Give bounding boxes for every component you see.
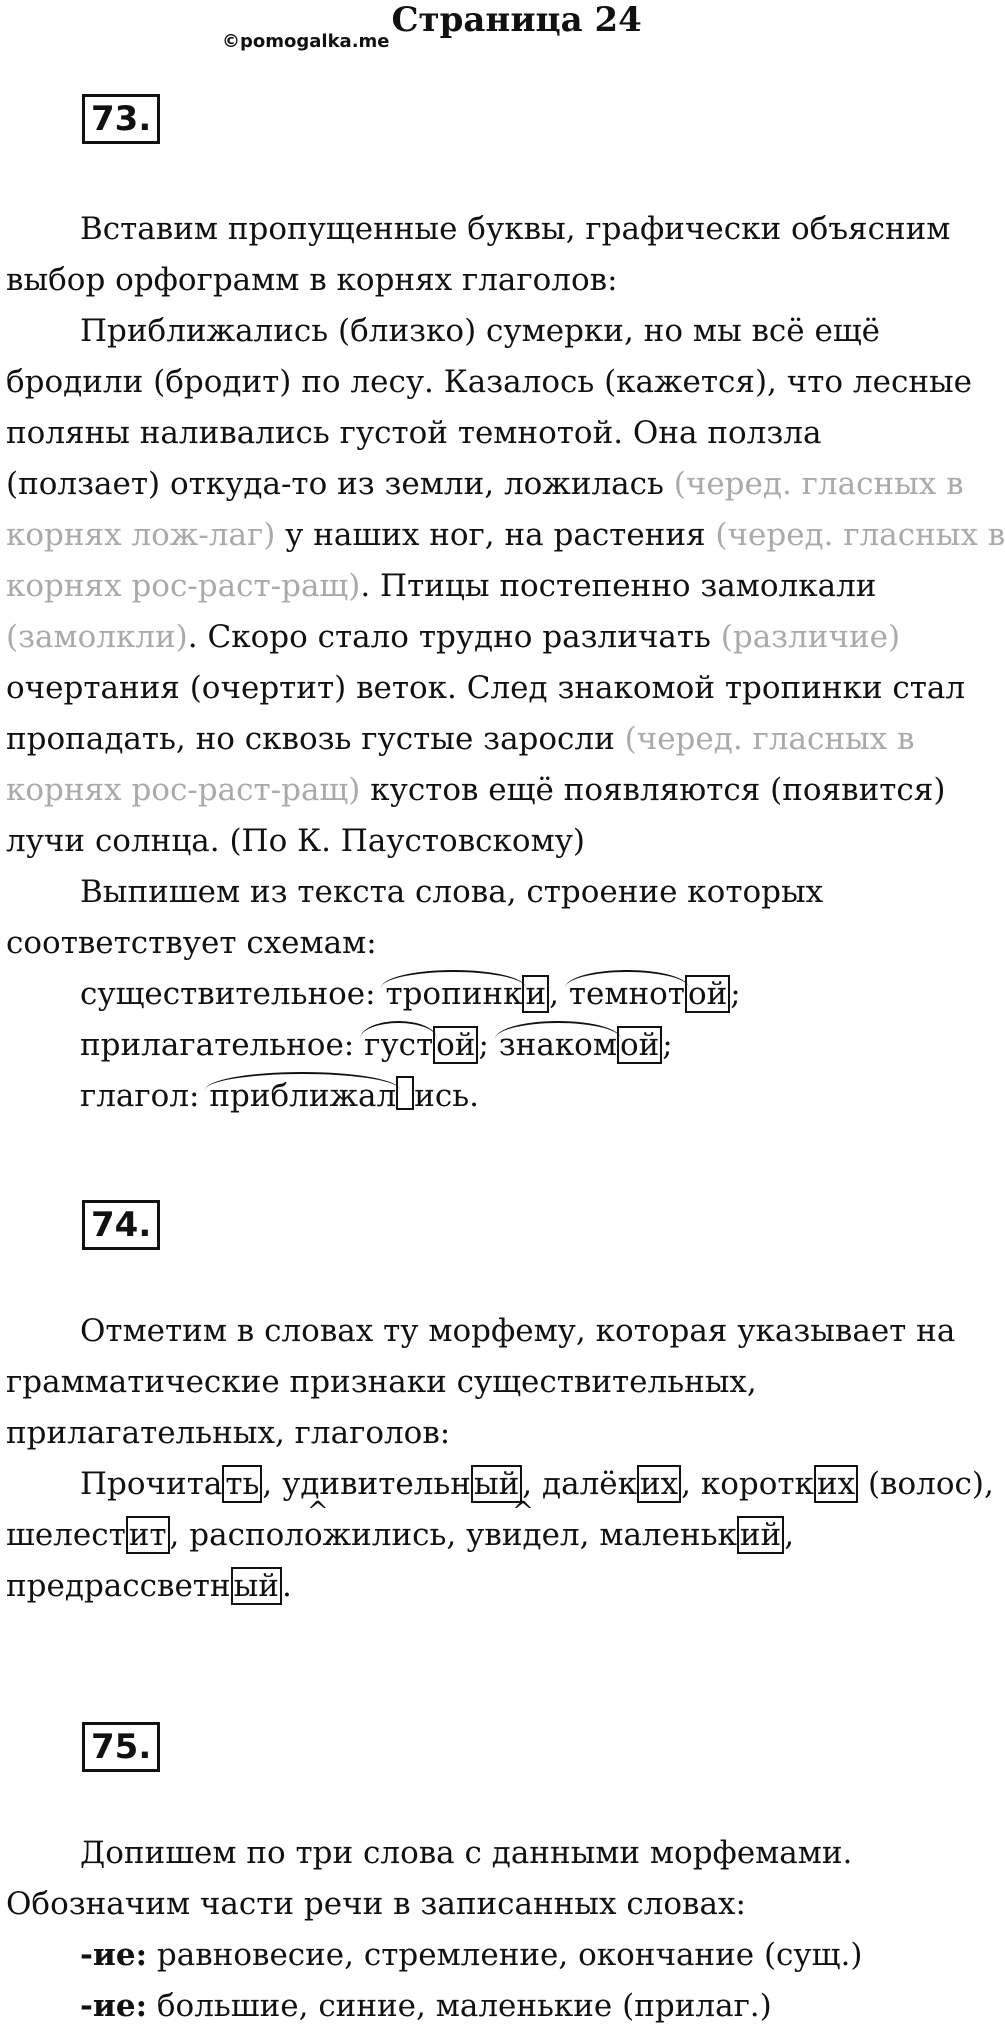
word-part: коротк <box>700 1466 814 1502</box>
ending-box: ой <box>685 975 730 1013</box>
text-span: пропадать, но сквозь густые заросли <box>6 721 625 757</box>
ending-box: ой <box>617 1026 662 1064</box>
text-line <box>6 510 1005 561</box>
text-span: . Скоро стало трудно различать <box>187 619 721 655</box>
word-part: удивительн <box>282 1466 471 1502</box>
morpheme-label: -ие: <box>80 1988 148 2024</box>
exercise-74-text <box>6 1306 994 1612</box>
text-line: соответствует схемам: <box>6 925 377 961</box>
word-stem: приближал <box>209 1078 397 1114</box>
text-line: Отметим в словах ту морфему, которая указывает на <box>80 1313 956 1349</box>
ending-box: и <box>522 975 549 1013</box>
ending-box: их <box>637 1465 681 1503</box>
text-line: бродили (бродит) по лесу. Казалось (кажется), что лесные <box>6 364 973 400</box>
text-line: Допишем по три слова с данными морфемами. <box>80 1835 853 1871</box>
exercise-number-74: 74. <box>82 1200 160 1250</box>
noun-scheme-line: существительное: тропинки, темнотой; <box>80 976 741 1012</box>
text-span: . Птицы постепенно замолкали <box>360 568 877 604</box>
text-span: кустов ещё появляются (появится) <box>360 772 946 808</box>
grey-note: (черед. гласных в <box>673 466 964 502</box>
text-line: предрассветный. <box>6 1568 292 1604</box>
grey-note: (замолкли) <box>6 619 188 655</box>
word-stem: густ <box>364 1027 434 1063</box>
text-line: выбор орфограмм в корнях глаголов: <box>6 262 618 298</box>
exercise-75-text <box>6 1828 956 2032</box>
scheme-label: прилагательное: <box>80 1027 365 1063</box>
site-watermark: ©pomogalka.me <box>222 31 390 52</box>
word-with-suffix-mark: ^ увидел <box>466 1517 579 1553</box>
text-line: лучи солнца. (По К. Паустовскому) <box>6 823 586 859</box>
ending-box: ий <box>737 1516 784 1554</box>
word-part: (волос), <box>858 1466 994 1502</box>
exercise-number-75: 75. <box>82 1722 160 1772</box>
morpheme-line <box>6 1981 956 2032</box>
word-stem: темнот <box>568 976 685 1012</box>
scheme-label: глагол: <box>80 1078 210 1114</box>
grey-note: корнях рос-раст-ращ) <box>6 772 361 808</box>
text-line: шелестит, ^ расположились, ^ увидел, маленький, <box>6 1510 956 1561</box>
ending-box: ть <box>222 1465 262 1503</box>
word-part: Прочита <box>80 1466 223 1502</box>
word-stem: тропинк <box>385 976 523 1012</box>
morpheme-examples: большие, синие, маленькие (прилаг.) <box>147 1988 772 2024</box>
grey-note: (различие) <box>720 619 901 655</box>
grey-note: корнях рос-раст-ращ) <box>6 568 361 604</box>
morpheme-examples: равновесие, стремление, окончание (сущ.) <box>147 1937 863 1973</box>
text-line <box>6 561 956 612</box>
grey-note: (черед. гласных в <box>624 721 915 757</box>
text-line: прилагательных, глаголов: <box>6 1415 451 1451</box>
word-stem: знаком <box>498 1027 617 1063</box>
text-line: Выпишем из текста слова, строение которых <box>80 874 824 910</box>
text-span: (ползает) откуда-то из земли, ложилась <box>6 466 674 502</box>
morpheme-line <box>6 1930 956 1981</box>
word-part: шелест <box>6 1517 126 1553</box>
text-line: Обозначим части речи в записанных словах: <box>6 1886 746 1922</box>
verb-scheme-line <box>6 1071 956 1122</box>
ending-box: их <box>814 1465 858 1503</box>
text-line <box>6 459 964 510</box>
page-title: Страница 24 <box>391 0 642 40</box>
text-line <box>6 612 956 663</box>
text-line: грамматические признаки существительных, <box>6 1364 757 1400</box>
text-line: Прочитать, удивительный, далёких, коротких (волос), <box>80 1466 994 1502</box>
word-part: маленьк <box>599 1517 737 1553</box>
text-line: поляны наливались густой темнотой. Она ползла <box>6 415 822 451</box>
scheme-label: существительное: <box>80 976 386 1012</box>
ending-box: ый <box>231 1567 282 1605</box>
exercise-73-text <box>6 204 1005 1122</box>
grey-note: корнях лож-лаг) <box>6 517 276 553</box>
text-line: Приближались (близко) сумерки, но мы всё ещё <box>80 313 881 349</box>
empty-ending-box <box>396 1076 414 1110</box>
exercise-number-73: 73. <box>82 94 160 144</box>
morpheme-label: -ие: <box>80 1937 148 1973</box>
text-line <box>6 765 956 816</box>
text-line: очертания (очертит) веток. След знакомой тропинки стал <box>6 670 966 706</box>
ending-box: ит <box>126 1516 170 1554</box>
ending-box: ый <box>471 1465 522 1503</box>
ending-box: ой <box>433 1026 478 1064</box>
adjective-scheme-line: прилагательное: густой; знакомой; <box>80 1027 673 1063</box>
grey-note: (черед. гласных в <box>715 517 1005 553</box>
word-part: далёк <box>542 1466 637 1502</box>
word-with-suffix-mark: ^ расположились <box>189 1517 446 1553</box>
word-part: предрассветн <box>6 1568 231 1604</box>
text-line: Вставим пропущенные буквы, графически объясним <box>80 211 951 247</box>
text-line <box>6 714 956 765</box>
word-part: ись. <box>414 1078 479 1114</box>
text-span: у наших ног, на растения <box>275 517 716 553</box>
page-header <box>222 0 642 52</box>
